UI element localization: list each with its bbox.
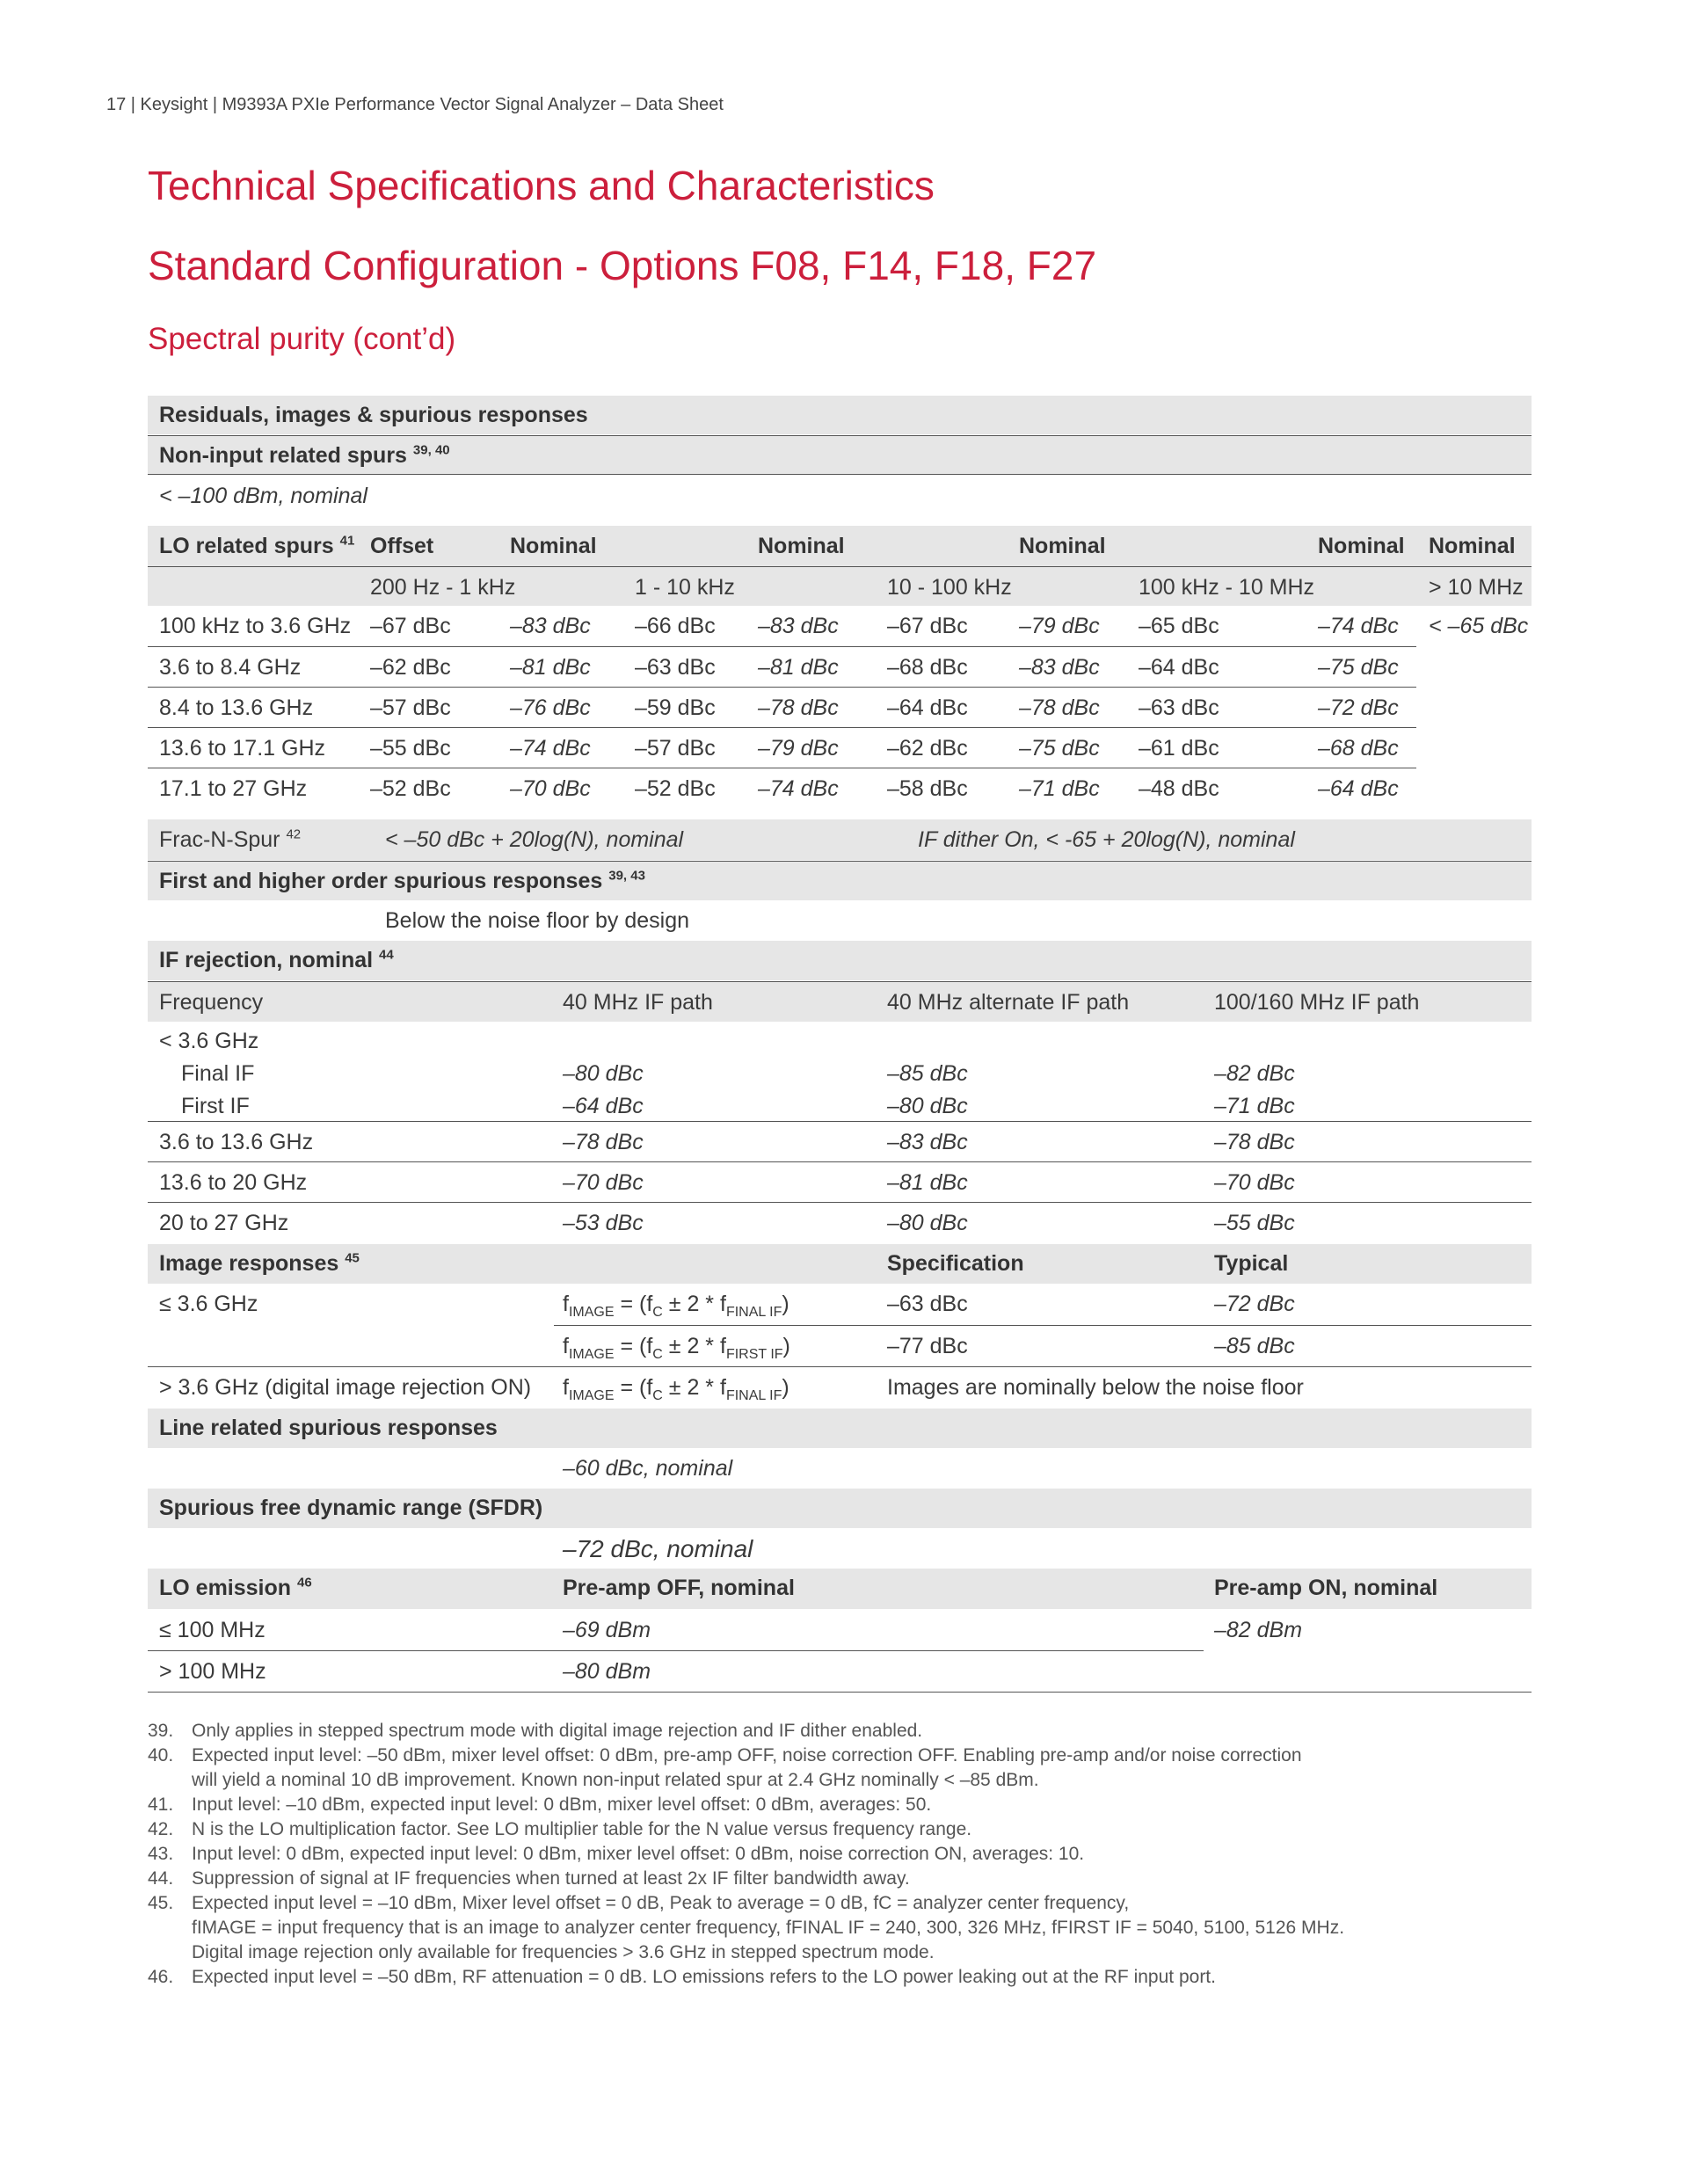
if-value: –71 dBc <box>1214 1094 1295 1118</box>
lo-spec: –66 dBc <box>635 614 716 638</box>
footnote-number: 41. <box>148 1795 174 1815</box>
if-row-freq: 3.6 to 13.6 GHz <box>159 1130 314 1154</box>
lo-spec: –57 dBc <box>370 695 451 720</box>
image-above-36-text: Images are nominally below the noise floor <box>887 1375 1304 1400</box>
formula-close: ) <box>782 1334 790 1358</box>
if-col-40mhz-alt: 40 MHz alternate IF path <box>887 990 1130 1015</box>
lo-spec: –58 dBc <box>887 776 968 801</box>
footnote-line: N is the LO multiplication factor. See LO multiplier table for the N value versus frequency range. <box>192 1819 972 1839</box>
footnote-line: Digital image rejection only available for frequencies > 3.6 GHz in stepped spectrum mode. <box>192 1942 935 1962</box>
image-ref: 45 <box>345 1250 360 1266</box>
if-final-if-label: Final IF <box>181 1061 255 1086</box>
formula-eq: = (f <box>614 1375 653 1400</box>
non-input-label <box>159 443 450 469</box>
footnotes <box>148 1719 1554 1990</box>
offset-header: Offset <box>370 534 434 558</box>
non-input-heading-row <box>148 435 1532 475</box>
image-formula-final <box>563 1375 789 1401</box>
footnote <box>148 1719 1554 1744</box>
nominal-header-3: Nominal <box>1019 534 1106 558</box>
footnote <box>148 1965 1554 1990</box>
lo-row-freq: 13.6 to 17.1 GHz <box>159 736 326 761</box>
if-row-freq: 13.6 to 20 GHz <box>159 1170 308 1195</box>
line-related-value: –60 dBc, nominal <box>563 1456 733 1481</box>
if-row <box>148 1204 1532 1243</box>
if-value: –80 dBc <box>563 1061 644 1086</box>
frac-n-ref: 42 <box>286 826 302 842</box>
image-row-3 <box>148 1367 1532 1409</box>
line-related-label: Line related spurious responses <box>159 1416 498 1440</box>
residuals-heading: Residuals, images & spurious responses <box>159 403 588 427</box>
if-rejection-header-row <box>148 981 1532 1022</box>
formula-eq: = (f <box>614 1292 653 1316</box>
lo-nominal: –74 dBc <box>510 736 591 761</box>
lo-nominal: –74 dBc <box>1318 614 1399 638</box>
lo-row-freq: 100 kHz to 3.6 GHz <box>159 614 352 638</box>
lo-nominal: –78 dBc <box>758 695 839 720</box>
image-label-text: Image responses <box>159 1251 339 1276</box>
lo-row <box>148 768 1532 809</box>
formula-sub-final-if: FINAL IF <box>725 1388 782 1403</box>
lo-spec: –61 dBc <box>1139 736 1219 761</box>
lo-related-ref: 41 <box>339 533 355 549</box>
lo-nominal: –71 dBc <box>1019 776 1100 801</box>
lo-nominal: –74 dBc <box>758 776 839 801</box>
image-spec-header: Specification <box>887 1251 1024 1276</box>
lo-spec: –64 dBc <box>887 695 968 720</box>
formula-f: f <box>563 1334 569 1358</box>
footnote-line: will yield a nominal 10 dB improvement. Known non-input related spur at 2.4 GHz nominally < –85 dBm. <box>192 1770 1039 1790</box>
lo-related-label-text: LO related spurs <box>159 534 334 558</box>
lo-related-label <box>159 534 354 559</box>
lo-emission-ref: 46 <box>297 1575 312 1591</box>
if-value: –80 dBc <box>887 1211 968 1235</box>
footnote-line: Input level: –10 dBm, expected input level: 0 dBm, mixer level offset: 0 dBm, averages: 50. <box>192 1795 932 1815</box>
frac-n-label <box>159 827 301 853</box>
lo-row-freq: 17.1 to 27 GHz <box>159 776 308 801</box>
if-col-40mhz: 40 MHz IF path <box>563 990 713 1015</box>
footnote-line: Only applies in stepped spectrum mode with digital image rejection and IF dither enabled. <box>192 1721 923 1741</box>
footnote-line: Input level: 0 dBm, expected input level: 0 dBm, mixer level offset: 0 dBm, noise correction ON, averages: 10. <box>192 1844 1085 1864</box>
if-row <box>148 1163 1532 1203</box>
lo-emission-freq: ≤ 100 MHz <box>159 1618 266 1642</box>
page-title: Technical Specifications and Characteristics <box>148 163 935 208</box>
formula-pm: ± 2 * f <box>662 1292 726 1316</box>
footnote <box>148 1842 1554 1867</box>
footnote-line: fIMAGE = input frequency that is an image to analyzer center frequency, fFINAL IF = 240, 300, 326 MHz, fFIRST IF = 5040, 5100, 5126 MHz. <box>192 1918 1345 1938</box>
footnote-line: Expected input level = –50 dBm, RF attenuation = 0 dB. LO emissions refers to the LO power leaking out at the RF input port. <box>192 1967 1216 1987</box>
if-value: –53 dBc <box>563 1211 644 1235</box>
lo-emission-label <box>159 1576 312 1601</box>
sfdr-heading-row <box>148 1489 1532 1528</box>
non-input-value-row <box>148 474 1532 515</box>
first-higher-value-row <box>148 900 1532 940</box>
lo-nominal: –79 dBc <box>1019 614 1100 638</box>
nominal-header-5: Nominal <box>1429 534 1516 558</box>
lo-emission-off-value: –69 dBm <box>563 1618 651 1642</box>
footnote <box>148 1891 1554 1965</box>
lo-emission-on-value: –82 dBm <box>1214 1618 1303 1642</box>
lo-row <box>148 647 1532 687</box>
footnote-number: 39. <box>148 1721 174 1741</box>
offset-range: > 10 MHz <box>1429 575 1524 600</box>
formula-f: f <box>563 1375 569 1400</box>
offset-ranges-row <box>148 566 1532 606</box>
lo-emission-freq: > 100 MHz <box>159 1659 266 1684</box>
if-value: –83 dBc <box>887 1130 968 1154</box>
lo-spec: –63 dBc <box>635 655 716 680</box>
lo-nominal: –83 dBc <box>758 614 839 638</box>
footnote-number: 43. <box>148 1844 174 1864</box>
lo-spec: –57 dBc <box>635 736 716 761</box>
if-value: –82 dBc <box>1214 1061 1295 1086</box>
image-spec-value: –63 dBc <box>887 1292 968 1316</box>
footnote <box>148 1817 1554 1842</box>
formula-sub-c: C <box>652 1305 663 1320</box>
nominal-header-1: Nominal <box>510 534 597 558</box>
formula-sub-c: C <box>652 1388 663 1403</box>
lo-nominal: –75 dBc <box>1318 655 1399 680</box>
if-lt36-label: < 3.6 GHz <box>159 1029 259 1053</box>
footnote-number: 44. <box>148 1868 174 1889</box>
formula-eq: = (f <box>614 1334 653 1358</box>
lo-spec: –65 dBc <box>1139 614 1219 638</box>
if-col-frequency: Frequency <box>159 990 264 1015</box>
image-label <box>159 1251 360 1277</box>
if-rejection-label-text: IF rejection, nominal <box>159 948 374 972</box>
lo-above-10mhz: < –65 dBc <box>1429 614 1529 638</box>
lo-nominal: –76 dBc <box>510 695 591 720</box>
lo-spec: –59 dBc <box>635 695 716 720</box>
frac-n-row <box>148 819 1532 860</box>
lo-emission-row-2 <box>148 1651 1532 1693</box>
residuals-heading-row <box>148 396 1532 434</box>
line-related-value-row <box>148 1448 1532 1489</box>
lo-spec: –55 dBc <box>370 736 451 761</box>
footnote-number: 45. <box>148 1893 174 1913</box>
lo-spec: –68 dBc <box>887 655 968 680</box>
if-value: –64 dBc <box>563 1094 644 1118</box>
if-value: –70 dBc <box>1214 1170 1295 1195</box>
if-rejection-label <box>159 948 394 973</box>
lo-nominal: –70 dBc <box>510 776 591 801</box>
line-related-heading-row <box>148 1409 1532 1448</box>
subsection-title: Spectral purity (cont’d) <box>148 322 456 356</box>
frac-n-dither-value: IF dither On, < -65 + 20log(N), nominal <box>918 827 1295 852</box>
lo-spec: –67 dBc <box>887 614 968 638</box>
image-heading-row <box>148 1244 1532 1284</box>
image-row-2 <box>148 1326 1532 1366</box>
image-formula-first <box>563 1334 790 1362</box>
formula-close: ) <box>782 1375 789 1400</box>
lo-emission-row-1 <box>148 1610 1532 1650</box>
image-typ-value: –72 dBc <box>1214 1292 1295 1316</box>
lo-spec: –48 dBc <box>1139 776 1219 801</box>
lo-emission-heading-row <box>148 1569 1532 1609</box>
first-higher-ref: 39, 43 <box>608 868 645 884</box>
lo-spec: –67 dBc <box>370 614 451 638</box>
lo-nominal: –75 dBc <box>1019 736 1100 761</box>
footnote <box>148 1793 1554 1817</box>
image-row-1 <box>148 1284 1532 1325</box>
lo-spec: –52 dBc <box>370 776 451 801</box>
if-value: –78 dBc <box>1214 1130 1295 1154</box>
lo-related-header-row <box>148 526 1532 566</box>
footnote-line: Expected input level = –10 dBm, Mixer level offset = 0 dB, Peak to average = 0 dB, fC = analyzer center frequency, <box>192 1893 1130 1913</box>
offset-range: 100 kHz - 10 MHz <box>1139 575 1315 600</box>
lo-nominal: –78 dBc <box>1019 695 1100 720</box>
formula-sub-image: IMAGE <box>568 1388 615 1403</box>
frac-n-value: < –50 dBc + 20log(N), nominal <box>385 827 684 852</box>
if-rejection-heading-row <box>148 941 1532 980</box>
formula-f: f <box>563 1292 569 1316</box>
sfdr-value-row <box>148 1528 1532 1569</box>
lo-row <box>148 606 1532 646</box>
first-higher-row <box>148 861 1532 900</box>
footnote-number: 46. <box>148 1967 174 1987</box>
if-value: –81 dBc <box>887 1170 968 1195</box>
lo-nominal: –83 dBc <box>1019 655 1100 680</box>
formula-pm: ± 2 * f <box>662 1334 726 1358</box>
lo-spec: –52 dBc <box>635 776 716 801</box>
image-typ-header: Typical <box>1214 1251 1289 1276</box>
image-freq: ≤ 3.6 GHz <box>159 1292 258 1316</box>
if-col-100-160mhz: 100/160 MHz IF path <box>1214 990 1420 1015</box>
image-formula-final <box>563 1292 789 1320</box>
lo-nominal: –64 dBc <box>1318 776 1399 801</box>
footnote <box>148 1744 1554 1793</box>
if-value: –80 dBc <box>887 1094 968 1118</box>
lo-spec: –62 dBc <box>370 655 451 680</box>
footnote-line: Suppression of signal at IF frequencies when turned at least 2x IF filter bandwidth away. <box>192 1868 910 1889</box>
offset-range: 10 - 100 kHz <box>887 575 1012 600</box>
formula-sub-image: IMAGE <box>568 1305 615 1320</box>
if-value: –55 dBc <box>1214 1211 1295 1235</box>
lo-row-freq: 3.6 to 8.4 GHz <box>159 655 302 680</box>
lo-emission-off-value: –80 dBm <box>563 1659 651 1684</box>
lo-spec: –63 dBc <box>1139 695 1219 720</box>
nominal-header-4: Nominal <box>1318 534 1405 558</box>
lo-emission-off-header: Pre-amp OFF, nominal <box>563 1576 795 1600</box>
footnote-line: Expected input level: –50 dBm, mixer level offset: 0 dBm, pre-amp OFF, noise correction OFF. Enabling pre-amp and/or noise correction <box>192 1745 1302 1765</box>
sfdr-label: Spurious free dynamic range (SFDR) <box>159 1496 543 1520</box>
lo-nominal: –68 dBc <box>1318 736 1399 761</box>
section-title: Standard Configuration - Options F08, F14, F18, F27 <box>148 243 1097 288</box>
if-lt36-group <box>148 1021 1532 1122</box>
formula-sub-first-if: FIRST IF <box>725 1347 783 1362</box>
formula-sub-c: C <box>652 1347 663 1362</box>
lo-emission-on-header: Pre-amp ON, nominal <box>1214 1576 1438 1600</box>
lo-nominal: –81 dBc <box>758 655 839 680</box>
if-row <box>148 1123 1532 1162</box>
if-rejection-ref: 44 <box>379 947 394 963</box>
non-input-value: < –100 dBm, nominal <box>159 484 367 508</box>
image-spec-value: –77 dBc <box>887 1334 968 1358</box>
lo-nominal: –81 dBc <box>510 655 591 680</box>
footnote <box>148 1867 1554 1891</box>
lo-spec: –62 dBc <box>887 736 968 761</box>
lo-nominal: –83 dBc <box>510 614 591 638</box>
formula-pm: ± 2 * f <box>662 1375 726 1400</box>
first-higher-label <box>159 869 645 894</box>
if-value: –78 dBc <box>563 1130 644 1154</box>
if-value: –70 dBc <box>563 1170 644 1195</box>
sfdr-value: –72 dBc, nominal <box>563 1535 753 1562</box>
if-first-if-label: First IF <box>181 1094 250 1118</box>
offset-range: 1 - 10 kHz <box>635 575 735 600</box>
non-input-label-text: Non-input related spurs <box>159 443 407 468</box>
image-typ-value: –85 dBc <box>1214 1334 1295 1358</box>
lo-nominal: –79 dBc <box>758 736 839 761</box>
lo-row <box>148 688 1532 727</box>
lo-nominal: –72 dBc <box>1318 695 1399 720</box>
lo-spec: –64 dBc <box>1139 655 1219 680</box>
lo-row <box>148 728 1532 768</box>
non-input-ref: 39, 40 <box>412 442 450 458</box>
offset-range: 200 Hz - 1 kHz <box>370 575 516 600</box>
nominal-header-2: Nominal <box>758 534 845 558</box>
footnote-number: 40. <box>148 1745 174 1765</box>
page-header: 17 | Keysight | M9393A PXIe Performance Vector Signal Analyzer – Data Sheet <box>106 95 724 114</box>
formula-sub-final-if: FINAL IF <box>725 1305 782 1320</box>
if-value: –85 dBc <box>887 1061 968 1086</box>
lo-emission-label-text: LO emission <box>159 1576 292 1600</box>
if-row-freq: 20 to 27 GHz <box>159 1211 289 1235</box>
first-higher-value: Below the noise floor by design <box>385 908 690 933</box>
image-freq: > 3.6 GHz (digital image rejection ON) <box>159 1375 532 1400</box>
first-higher-label-text: First and higher order spurious responses <box>159 869 603 893</box>
footnote-number: 42. <box>148 1819 174 1839</box>
formula-sub-image: IMAGE <box>568 1347 615 1362</box>
lo-row-freq: 8.4 to 13.6 GHz <box>159 695 314 720</box>
formula-close: ) <box>782 1292 789 1316</box>
frac-n-label-text: Frac-N-Spur <box>159 827 280 852</box>
